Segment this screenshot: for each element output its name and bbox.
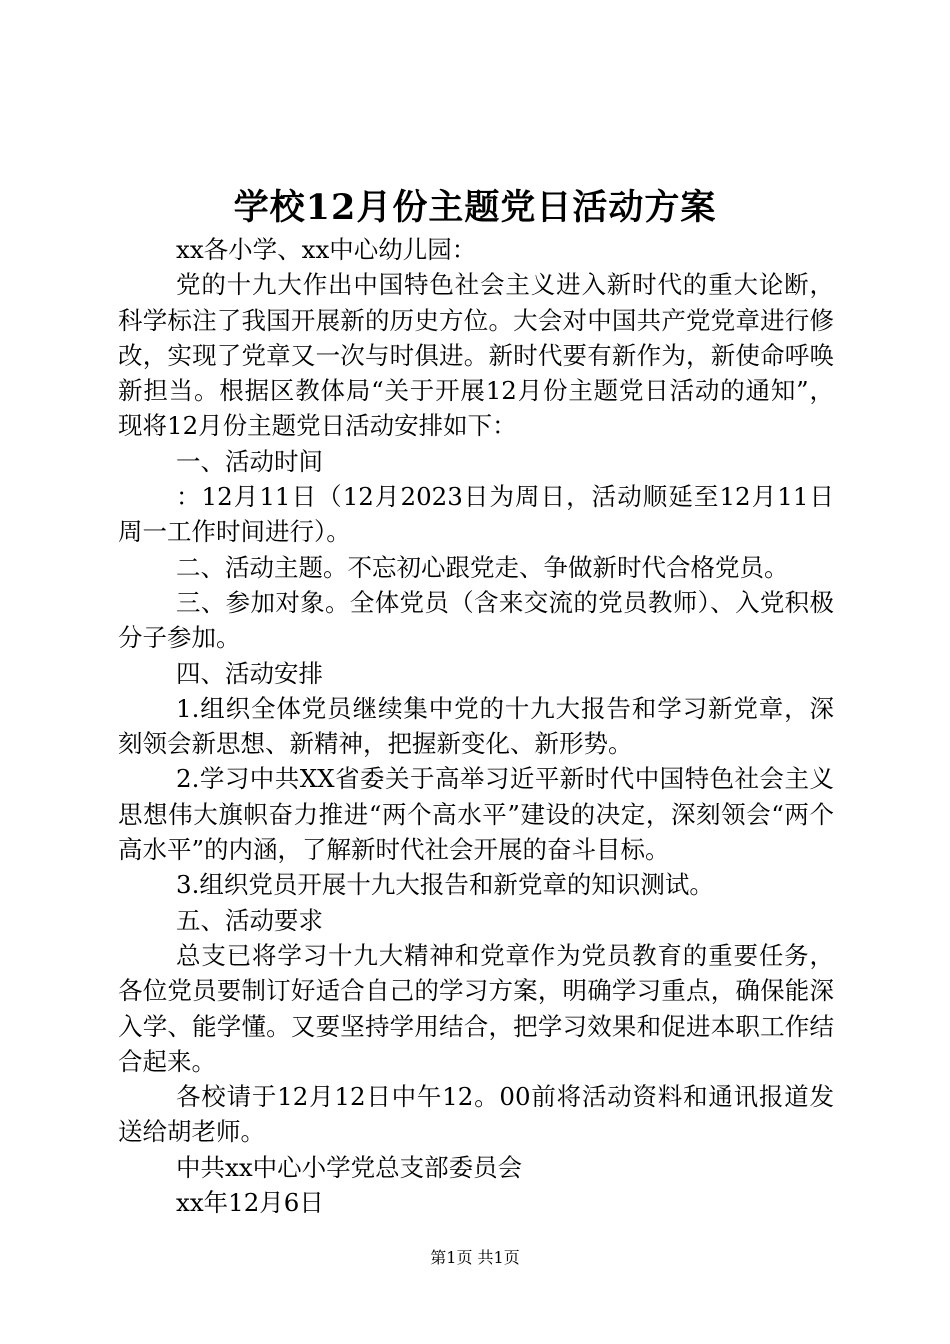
section-heading-arrangement: 四、活动安排: [176, 658, 323, 688]
document-title: 学校12月份主题党日活动方案: [233, 187, 717, 228]
page-number-footer: 第1页 共1页: [430, 1248, 520, 1267]
salutation: xx各小学、xx中心幼儿园：: [176, 235, 477, 264]
section-heading-requirements: 五、活动要求: [176, 905, 323, 935]
signature-organization: 中共xx中心小学党总支部委员会: [176, 1152, 523, 1182]
signature-date: xx年12月6日: [176, 1188, 324, 1218]
time-detail: ：12月11日（12月2023日为周日，活动顺延至12月11日周一工作时间进行）。: [118, 482, 834, 547]
participants-paragraph: 三、参加对象。全体党员（含来交流的党员教师）、入党积极分子参加。: [118, 587, 834, 653]
requirements-paragraph: 总支已将学习十九大精神和党章作为党员教育的重要任务，各位党员要制订好适合自己的学习方案，明确学习重点，确保能深入学、能学懂。又要坚持学用结合，把学习效果和促进本职工作结合起来。: [118, 940, 834, 1076]
theme-paragraph: 二、活动主题。不忘初心跟党走、争做新时代合格党员。: [176, 552, 789, 582]
arrangement-item-2: 2.学习中共XX省委关于高举习近平新时代中国特色社会主义思想伟大旗帜奋力推进“两个高水平”建设的决定，深刻领会“两个高水平”的内涵，了解新时代社会开展的奋斗目标。: [118, 764, 834, 865]
document-body: [118, 232, 834, 1220]
section-heading-time: 一、活动时间: [176, 446, 323, 476]
intro-paragraph: 党的十九大作出中国特色社会主义进入新时代的重大论断，科学标注了我国开展新的历史方位。大会对中国共产党党章进行修改，实现了党章又一次与时俱进。新时代要有新作为，新使命呼唤新担当。根据区教体局“关于开展12月份主题党日活动的通知”，现将12月份主题党日活动安排如下：: [118, 270, 834, 441]
arrangement-item-1: 1.组织全体党员继续集中党的十九大报告和学习新党章，深刻领会新思想、新精神，把握新变化、新形势。: [118, 693, 834, 759]
deadline-paragraph: 各校请于12月12日中午12。00前将活动资料和通讯报道发送给胡老师。: [118, 1082, 834, 1147]
arrangement-item-3: 3.组织党员开展十九大报告和新党章的知识测试。: [176, 870, 714, 900]
